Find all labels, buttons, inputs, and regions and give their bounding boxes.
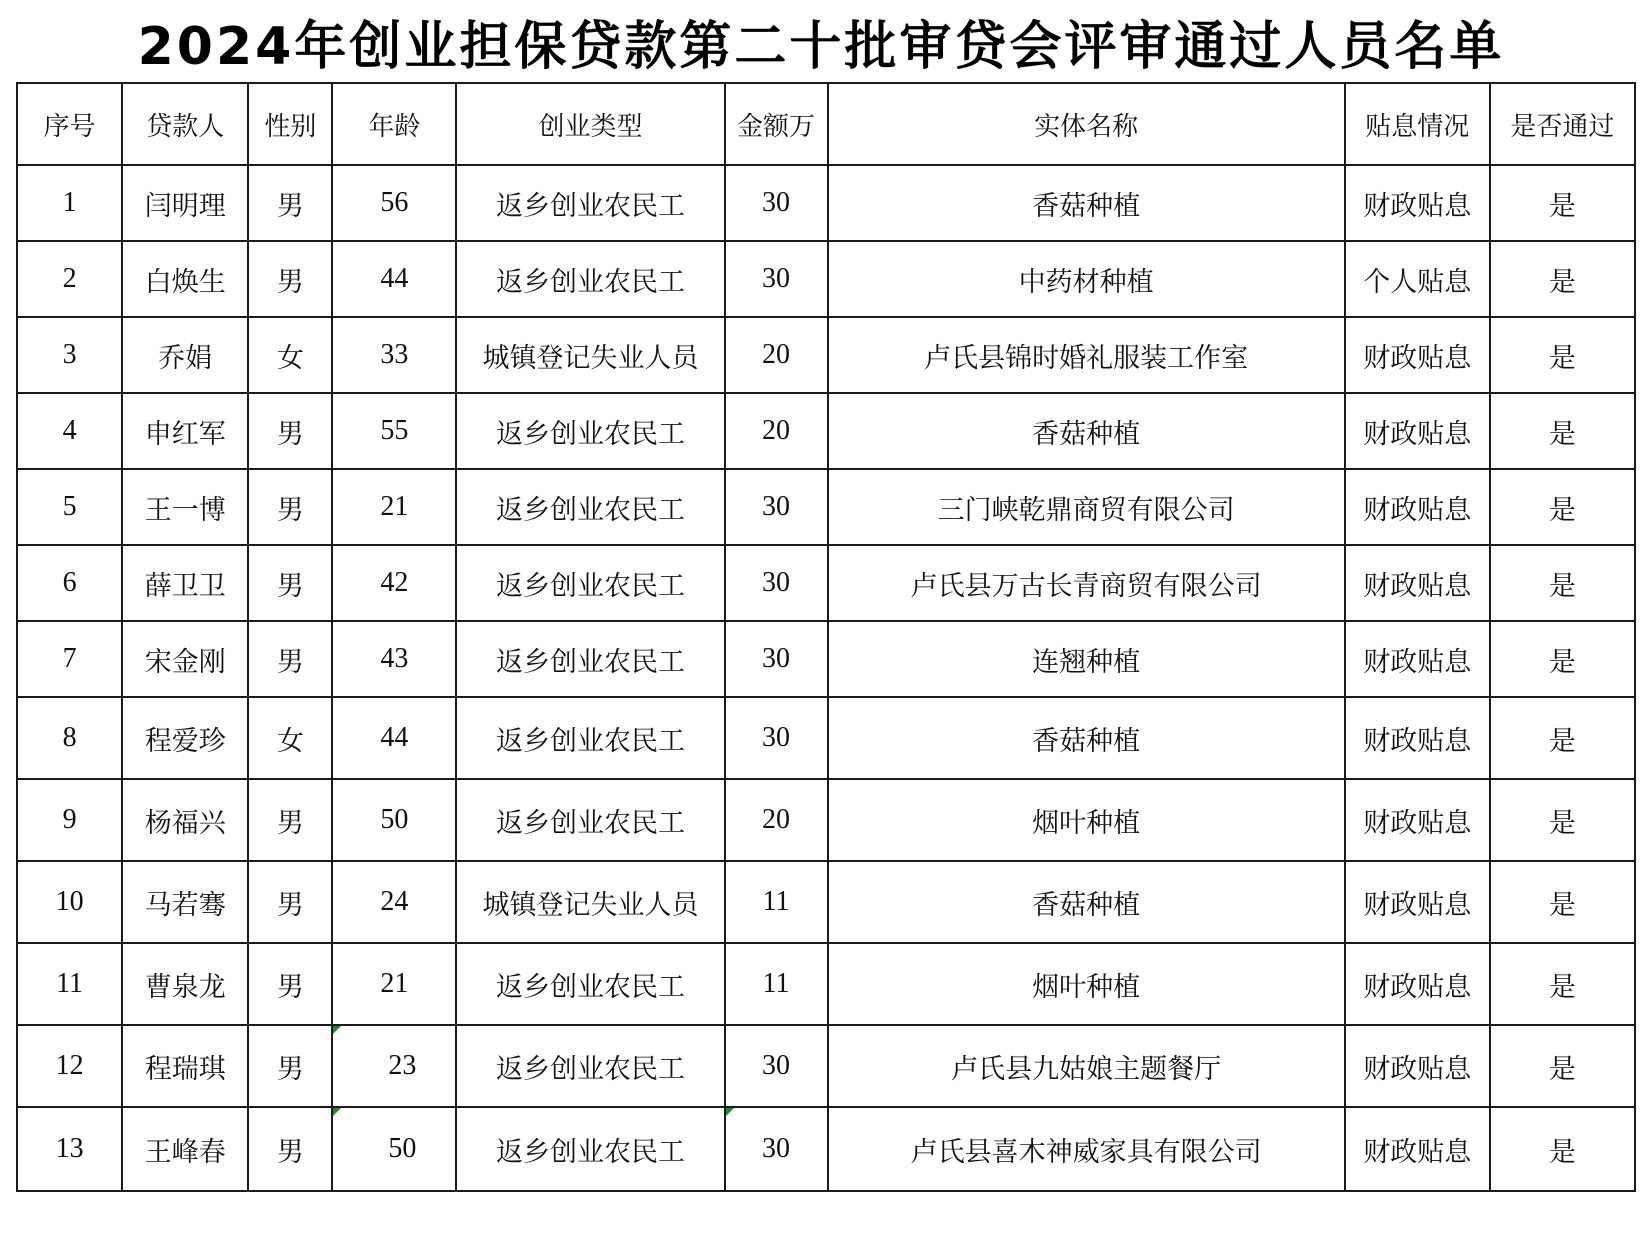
cell-index-text: 4 <box>62 415 77 446</box>
cell-entity-text: 香菇种植 <box>1032 418 1141 450</box>
cell-type-text: 返乡创业农民工 <box>495 807 685 839</box>
cell-type-text: 返乡创业农民工 <box>495 646 685 678</box>
cell-passed <box>1490 697 1635 779</box>
table-row <box>17 621 1635 697</box>
cell-type <box>456 317 724 393</box>
cell-amount-text: 20 <box>762 804 790 835</box>
cell-type-text: 返乡创业农民工 <box>495 494 685 526</box>
cell-subsidy <box>1345 621 1490 697</box>
cell-type <box>456 165 724 241</box>
cell-gender <box>248 393 332 469</box>
table-row <box>17 861 1635 943</box>
cell-name-text: 申红军 <box>144 418 226 450</box>
cell-subsidy-text: 财政贴息 <box>1363 889 1472 921</box>
cell-subsidy <box>1345 241 1490 317</box>
cell-type <box>456 697 724 779</box>
cell-type <box>456 1025 724 1107</box>
cell-entity <box>828 621 1345 697</box>
cell-amount <box>725 779 828 861</box>
cell-type <box>456 241 724 317</box>
cell-entity-text: 烟叶种植 <box>1032 807 1141 839</box>
cell-note-marker <box>726 1108 734 1116</box>
cell-age <box>332 317 456 393</box>
cell-amount <box>725 697 828 779</box>
cell-type-text: 返乡创业农民工 <box>495 418 685 450</box>
cell-gender <box>248 1025 332 1107</box>
table-row <box>17 943 1635 1025</box>
cell-age <box>332 861 456 943</box>
cell-age-text: 56 <box>380 187 409 218</box>
cell-age-text: 50 <box>388 1133 417 1164</box>
cell-index <box>17 545 122 621</box>
cell-gender <box>248 779 332 861</box>
cell-subsidy <box>1345 943 1490 1025</box>
cell-amount <box>725 545 828 621</box>
cell-gender <box>248 621 332 697</box>
cell-gender-text: 男 <box>276 1053 304 1085</box>
cell-gender-text: 男 <box>276 570 304 602</box>
cell-passed-text: 是 <box>1548 570 1576 602</box>
cell-amount <box>725 1107 828 1191</box>
cell-name <box>122 241 248 317</box>
table-row <box>17 393 1635 469</box>
cell-name-text: 王峰春 <box>144 1136 226 1168</box>
cell-passed-text: 是 <box>1548 1136 1576 1168</box>
cell-passed <box>1490 621 1635 697</box>
cell-subsidy <box>1345 697 1490 779</box>
cell-amount-text: 30 <box>762 722 790 753</box>
cell-entity-text: 连翘种植 <box>1032 646 1141 678</box>
cell-amount <box>725 393 828 469</box>
cell-type-text: 返乡创业农民工 <box>495 190 685 222</box>
cell-name-text: 杨福兴 <box>144 807 226 839</box>
cell-entity-text: 烟叶种植 <box>1032 971 1141 1003</box>
cell-amount-text: 20 <box>762 339 790 370</box>
cell-subsidy-text: 财政贴息 <box>1363 646 1472 678</box>
cell-amount <box>725 943 828 1025</box>
cell-amount-text: 30 <box>762 263 790 294</box>
table-row <box>17 779 1635 861</box>
col-header-subsidy: 贴息情况 <box>1345 83 1490 165</box>
cell-subsidy <box>1345 1025 1490 1107</box>
cell-index <box>17 943 122 1025</box>
cell-name-text: 程瑞琪 <box>144 1053 226 1085</box>
cell-passed <box>1490 861 1635 943</box>
cell-index-text: 6 <box>62 567 77 598</box>
cell-index <box>17 393 122 469</box>
cell-amount <box>725 469 828 545</box>
cell-age <box>332 1025 456 1107</box>
cell-entity <box>828 779 1345 861</box>
cell-gender-text: 男 <box>276 266 304 298</box>
cell-index-text: 2 <box>62 263 77 294</box>
cell-age-text: 43 <box>380 643 409 674</box>
cell-entity <box>828 697 1345 779</box>
cell-passed <box>1490 1025 1635 1107</box>
cell-gender <box>248 545 332 621</box>
cell-index-text: 12 <box>55 1050 84 1081</box>
cell-age-text: 24 <box>380 886 409 917</box>
cell-type-text: 返乡创业农民工 <box>495 570 685 602</box>
col-header-age: 年龄 <box>332 83 456 165</box>
cell-name-text: 曹泉龙 <box>144 971 226 1003</box>
cell-gender <box>248 469 332 545</box>
cell-type <box>456 469 724 545</box>
cell-amount <box>725 241 828 317</box>
cell-entity-text: 卢氏县万古长青商贸有限公司 <box>910 570 1262 602</box>
cell-gender-text: 男 <box>276 418 304 450</box>
cell-age-text: 33 <box>380 339 409 370</box>
cell-index-text: 3 <box>62 339 77 370</box>
cell-type <box>456 1107 724 1191</box>
cell-gender-text: 男 <box>276 494 304 526</box>
cell-entity <box>828 469 1345 545</box>
cell-age-text: 50 <box>380 804 409 835</box>
cell-age-text: 21 <box>380 968 409 999</box>
cell-type <box>456 943 724 1025</box>
cell-index <box>17 241 122 317</box>
cell-index <box>17 469 122 545</box>
cell-index <box>17 1025 122 1107</box>
cell-entity <box>828 317 1345 393</box>
col-header-entity: 实体名称 <box>828 83 1345 165</box>
cell-index-text: 11 <box>56 968 84 999</box>
cell-passed <box>1490 1107 1635 1191</box>
cell-name <box>122 545 248 621</box>
cell-name-text: 宋金刚 <box>144 646 226 678</box>
cell-entity-text: 卢氏县喜木神威家具有限公司 <box>910 1136 1262 1168</box>
table-row <box>17 1107 1635 1191</box>
col-header-index: 序号 <box>17 83 122 165</box>
cell-note-marker <box>333 1108 341 1116</box>
cell-type <box>456 861 724 943</box>
cell-age-text: 23 <box>388 1050 417 1081</box>
cell-note-marker <box>333 1026 341 1034</box>
roster-body <box>17 165 1635 1191</box>
cell-gender-text: 男 <box>276 971 304 1003</box>
cell-age-text: 44 <box>380 722 409 753</box>
cell-age <box>332 697 456 779</box>
cell-gender-text: 男 <box>276 1136 304 1168</box>
cell-subsidy-text: 财政贴息 <box>1363 418 1472 450</box>
cell-index-text: 13 <box>55 1133 84 1164</box>
cell-gender-text: 男 <box>276 646 304 678</box>
cell-gender <box>248 317 332 393</box>
cell-entity <box>828 165 1345 241</box>
cell-name-text: 王一博 <box>144 494 226 526</box>
cell-subsidy-text: 个人贴息 <box>1363 266 1472 298</box>
cell-name <box>122 1025 248 1107</box>
cell-type-text: 城镇登记失业人员 <box>482 342 699 374</box>
cell-age <box>332 621 456 697</box>
table-row <box>17 317 1635 393</box>
cell-type <box>456 393 724 469</box>
table-row <box>17 545 1635 621</box>
cell-gender-text: 男 <box>276 190 304 222</box>
cell-age-text: 44 <box>380 263 409 294</box>
cell-entity-text: 三门峡乾鼎商贸有限公司 <box>937 494 1235 526</box>
cell-gender-text: 女 <box>276 342 304 374</box>
cell-entity-text: 香菇种植 <box>1032 889 1141 921</box>
cell-entity <box>828 1107 1345 1191</box>
cell-index <box>17 861 122 943</box>
cell-entity-text: 香菇种植 <box>1032 190 1141 222</box>
cell-gender <box>248 165 332 241</box>
cell-index-text: 10 <box>55 886 84 917</box>
cell-entity <box>828 241 1345 317</box>
cell-gender-text: 女 <box>276 725 304 757</box>
cell-index-text: 7 <box>62 643 77 674</box>
cell-index-text: 9 <box>62 804 77 835</box>
cell-amount <box>725 861 828 943</box>
cell-amount-text: 20 <box>762 415 790 446</box>
cell-amount-text: 11 <box>762 886 790 917</box>
cell-age <box>332 241 456 317</box>
roster-table <box>16 82 1636 1192</box>
cell-passed <box>1490 241 1635 317</box>
col-header-amount: 金额万 <box>725 83 828 165</box>
table-row <box>17 469 1635 545</box>
cell-type-text: 返乡创业农民工 <box>495 1053 685 1085</box>
cell-age <box>332 779 456 861</box>
cell-type-text: 返乡创业农民工 <box>495 266 685 298</box>
cell-entity <box>828 1025 1345 1107</box>
cell-name-text: 程爱珍 <box>144 725 226 757</box>
cell-passed <box>1490 545 1635 621</box>
cell-subsidy <box>1345 779 1490 861</box>
cell-passed <box>1490 943 1635 1025</box>
cell-amount <box>725 1025 828 1107</box>
cell-passed-text: 是 <box>1548 971 1576 1003</box>
cell-index-text: 5 <box>62 491 77 522</box>
cell-entity <box>828 545 1345 621</box>
cell-name <box>122 469 248 545</box>
cell-type-text: 返乡创业农民工 <box>495 1136 685 1168</box>
cell-amount-text: 30 <box>762 643 790 674</box>
cell-passed-text: 是 <box>1548 266 1576 298</box>
cell-name <box>122 861 248 943</box>
cell-index <box>17 1107 122 1191</box>
cell-subsidy-text: 财政贴息 <box>1363 807 1472 839</box>
cell-amount-text: 30 <box>762 187 790 218</box>
cell-passed-text: 是 <box>1548 494 1576 526</box>
cell-index <box>17 779 122 861</box>
cell-passed-text: 是 <box>1548 889 1576 921</box>
cell-subsidy-text: 财政贴息 <box>1363 570 1472 602</box>
cell-passed-text: 是 <box>1548 807 1576 839</box>
col-header-name: 贷款人 <box>122 83 248 165</box>
cell-subsidy <box>1345 1107 1490 1191</box>
cell-name <box>122 779 248 861</box>
cell-subsidy-text: 财政贴息 <box>1363 725 1472 757</box>
cell-subsidy <box>1345 393 1490 469</box>
cell-index <box>17 621 122 697</box>
cell-subsidy <box>1345 165 1490 241</box>
cell-entity-text: 卢氏县九姑娘主题餐厅 <box>951 1053 1222 1085</box>
cell-subsidy <box>1345 469 1490 545</box>
col-header-passed: 是否通过 <box>1490 83 1635 165</box>
cell-subsidy <box>1345 861 1490 943</box>
cell-passed <box>1490 317 1635 393</box>
cell-age <box>332 165 456 241</box>
cell-age-text: 21 <box>380 491 409 522</box>
cell-passed-text: 是 <box>1548 418 1576 450</box>
cell-age-text: 55 <box>380 415 409 446</box>
cell-age <box>332 943 456 1025</box>
cell-gender <box>248 241 332 317</box>
cell-type <box>456 545 724 621</box>
cell-passed <box>1490 779 1635 861</box>
cell-subsidy <box>1345 545 1490 621</box>
cell-amount-text: 11 <box>762 968 790 999</box>
cell-passed <box>1490 393 1635 469</box>
cell-entity <box>828 393 1345 469</box>
cell-gender <box>248 943 332 1025</box>
cell-type <box>456 779 724 861</box>
cell-type-text: 城镇登记失业人员 <box>482 889 699 921</box>
cell-subsidy-text: 财政贴息 <box>1363 1136 1472 1168</box>
table-row <box>17 697 1635 779</box>
cell-name-text: 马若骞 <box>144 889 226 921</box>
cell-entity-text: 卢氏县锦时婚礼服装工作室 <box>924 342 1249 374</box>
col-header-gender: 性别 <box>248 83 332 165</box>
cell-amount-text: 30 <box>762 567 790 598</box>
cell-name <box>122 621 248 697</box>
cell-type-text: 返乡创业农民工 <box>495 725 685 757</box>
cell-amount-text: 30 <box>762 1133 790 1164</box>
cell-name-text: 乔娟 <box>158 342 213 374</box>
table-row <box>17 241 1635 317</box>
cell-index <box>17 165 122 241</box>
cell-gender <box>248 1107 332 1191</box>
cell-index <box>17 697 122 779</box>
cell-age <box>332 469 456 545</box>
cell-passed <box>1490 469 1635 545</box>
col-header-type: 创业类型 <box>456 83 724 165</box>
cell-name <box>122 317 248 393</box>
cell-subsidy-text: 财政贴息 <box>1363 1053 1472 1085</box>
cell-name <box>122 697 248 779</box>
cell-entity <box>828 861 1345 943</box>
page-title: 2024年创业担保贷款第二十批审贷会评审通过人员名单 <box>137 16 1505 77</box>
cell-entity-text: 中药材种植 <box>1018 266 1154 298</box>
cell-index-text: 1 <box>62 187 77 218</box>
cell-gender-text: 男 <box>276 889 304 921</box>
cell-name <box>122 393 248 469</box>
table-row <box>17 165 1635 241</box>
cell-passed-text: 是 <box>1548 190 1576 222</box>
cell-subsidy <box>1345 317 1490 393</box>
cell-gender <box>248 697 332 779</box>
cell-age-text: 42 <box>380 567 409 598</box>
cell-name-text: 闫明理 <box>144 190 226 222</box>
cell-name <box>122 165 248 241</box>
cell-subsidy-text: 财政贴息 <box>1363 190 1472 222</box>
cell-subsidy-text: 财政贴息 <box>1363 342 1472 374</box>
cell-name <box>122 943 248 1025</box>
cell-age <box>332 393 456 469</box>
cell-amount-text: 30 <box>762 1050 790 1081</box>
cell-passed <box>1490 165 1635 241</box>
cell-amount <box>725 165 828 241</box>
cell-subsidy-text: 财政贴息 <box>1363 494 1472 526</box>
cell-type-text: 返乡创业农民工 <box>495 971 685 1003</box>
cell-entity-text: 香菇种植 <box>1032 725 1141 757</box>
cell-name-text: 薛卫卫 <box>144 570 226 602</box>
cell-passed-text: 是 <box>1548 1053 1576 1085</box>
cell-index-text: 8 <box>62 722 77 753</box>
cell-age <box>332 545 456 621</box>
cell-entity <box>828 943 1345 1025</box>
cell-age <box>332 1107 456 1191</box>
cell-amount <box>725 317 828 393</box>
header-row <box>17 83 1635 165</box>
cell-index <box>17 317 122 393</box>
cell-passed-text: 是 <box>1548 725 1576 757</box>
cell-passed-text: 是 <box>1548 342 1576 374</box>
cell-name <box>122 1107 248 1191</box>
cell-subsidy-text: 财政贴息 <box>1363 971 1472 1003</box>
cell-gender-text: 男 <box>276 807 304 839</box>
cell-name-text: 白焕生 <box>144 266 226 298</box>
cell-passed-text: 是 <box>1548 646 1576 678</box>
cell-amount-text: 30 <box>762 491 790 522</box>
cell-amount <box>725 621 828 697</box>
cell-gender <box>248 861 332 943</box>
table-row <box>17 1025 1635 1107</box>
cell-type <box>456 621 724 697</box>
